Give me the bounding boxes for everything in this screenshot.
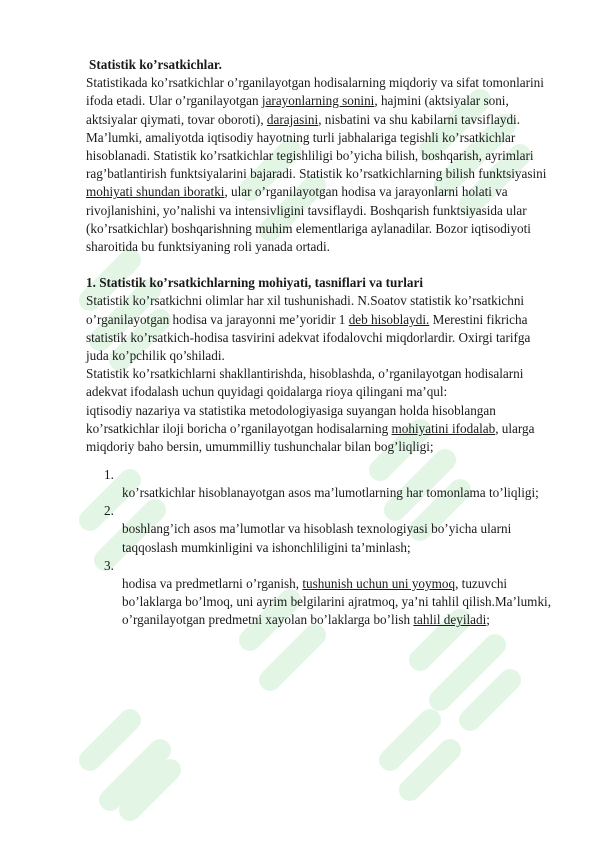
underlined-text: tahlil deyiladi — [413, 612, 487, 628]
text-run: ; — [486, 612, 490, 628]
rules-intro-paragraph: Statistik ko’rsatkichlarni shakllantirishda, hisoblashda, o’rganilayotgan hodisalarni adekvat ifodalash uchun quyidagi qoidalarga rioya qilingani ma’qul: — [86, 366, 524, 400]
list-item-text — [122, 557, 556, 630]
list-item — [86, 502, 556, 556]
underlined-text: tushunish uchun uni yoymoq — [302, 575, 456, 591]
text-run: hodisa va predmetlarni o’rganish, — [122, 575, 303, 591]
list-item-number: 3. — [104, 557, 114, 573]
list-item-text: ko’rsatkichlar hisoblanayotgan asos ma’lumotlarning har tomonlama to’liqligi; — [122, 485, 539, 501]
list-item — [86, 466, 556, 502]
underlined-text: darajasini — [266, 111, 319, 127]
text-run: iqtisodiy nazariya va statistika metodologiyasiga suyangan holda hisoblangan ko’rsatkichlar iloji boricha o’rganilayotgan hodisalarning — [86, 402, 496, 436]
section-heading-statistik: Statistik ko’rsatkichlar. — [89, 57, 222, 72]
underlined-text: mohiyatini ifodalab — [391, 420, 496, 436]
text-run: , hajmini (aktsiyalar soni, aktsiyalar qiymati, tovar oboroti), — [86, 93, 509, 127]
underlined-text: deb hisoblaydi. — [348, 311, 430, 327]
text-run: Statistikada ko’rsatkichlar o’rganilayotgan hodisalarning miqdoriy va sifat tomonlarini ifoda etadi. Ular o’rganilayotgan — [86, 75, 544, 109]
document-body — [86, 56, 556, 629]
text-run: , tuzuvchi bo’laklarga bo’lmoq, uni ayrim belgilarini ajratmoq, ya’ni tahlil qilish.Ma’lumki, o’rganilayotgan predmetni xayolan bo’laklarga bo’lish — [122, 575, 551, 628]
intro-paragraph — [86, 74, 556, 256]
text-run: , ularga miqdoriy baho bersin, umummilliy tushunchalar bilan bog’liqligi; — [86, 420, 535, 455]
text-run: , ular o’rganilayotgan hodisa va jarayonlarni holati va rivojlanishini, yo’nalishi va intensivligini tavsiflaydi. Boshqarish funktsiyasida ular (ko’rsatkichlar) boshqarishning muhim elementlariga aylanadilar. Bozor iqtisodiyoti sharoitida bu funktsiyaning roli yanada ortadi. — [86, 184, 531, 255]
text-run: Statistik ko’rsatkichni olimlar har xil tushunishadi. N.Soatov statistik ko’rsatkichni o’rganilayotgan hodisa va jarayonni me’yoridir 1 — [86, 293, 525, 327]
list-item — [86, 557, 556, 630]
list-item-number: 1. — [104, 467, 114, 483]
section-heading-mohiyati: 1. Statistik ko’rsatkichlarning mohiyati, tasniflari va turlari — [86, 275, 424, 291]
spacer — [86, 256, 556, 274]
text-run: Merestini fikricha statistik ko’rsatkich-hodisa tasvirini adekvat ifodalovchi miqdorlardir. Oxirgi tarifga juda ko’pchilik qo’shiladi. — [86, 311, 531, 364]
rule-paragraph — [86, 402, 556, 457]
text-run: , nisbatini va shu kabilarni tavsiflaydi. Ma’lumki, amaliyotda iqtisodiy hayotning turli jabhalariga tegishli ko’rsatkichlar hisoblanadi. Statistik ko’rsatkichlar tegishliligi bo’yicha bilish, boshqarish, ayrimlari rag’batlantirish funktsiyalarini bajaradi. Statistik ko’rsatkichlarning bilish funktsiyasini — [86, 111, 547, 182]
underlined-text: mohiyati shundan iboratki — [86, 184, 225, 200]
list-item-text: boshlang’ich asos ma’lumotlar va hisoblash texnologiyasi bo’yicha ularni taqqoslash mumkinligini va ishonchliligini ta’minlash; — [122, 521, 512, 555]
list-item-number: 2. — [104, 503, 114, 519]
numbered-list — [86, 466, 556, 629]
underlined-text: jarayonlarning sonini — [261, 93, 375, 109]
definition-paragraph — [86, 292, 556, 365]
